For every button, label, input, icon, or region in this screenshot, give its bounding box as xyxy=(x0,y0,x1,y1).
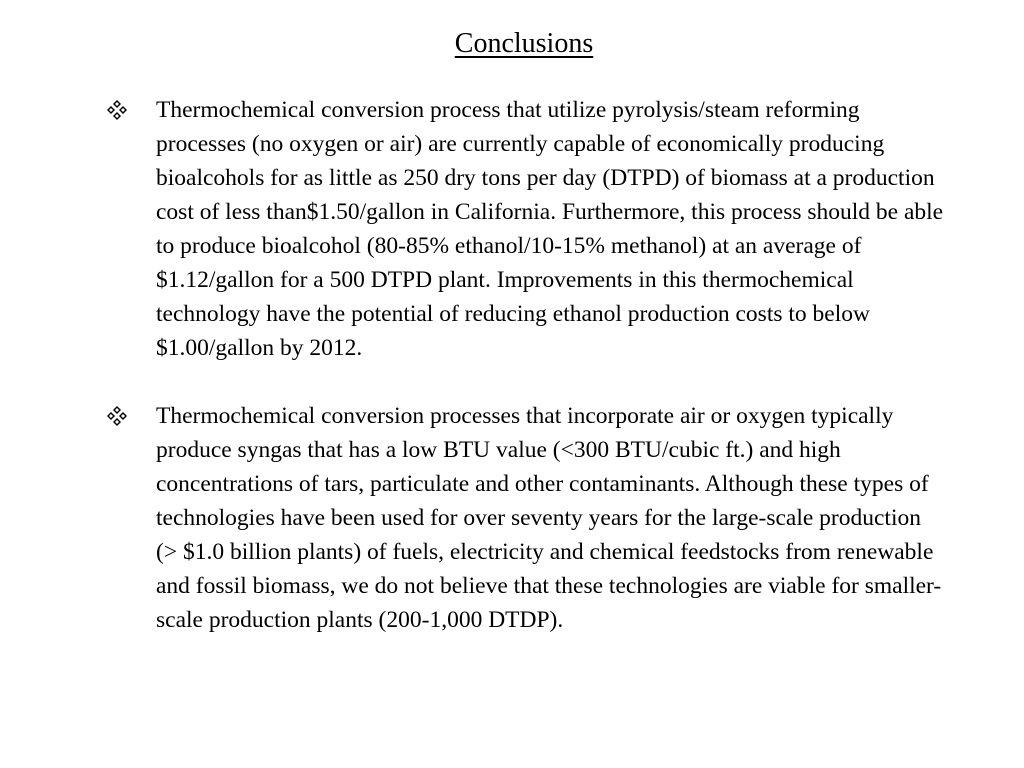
bullet-text: Thermochemical conversion process that utilize pyrolysis/steam reforming processes (no oxygen or air) are currently capable of economically producing bioalcohols for as little as 250 dry tons per day (DTPD) of biomass at a production cost of less than$1.50/gallon in California. Furthermore, this process should be able to produce bioalcohol (80-85% ethanol/10-15% methanol) at an average of $1.12/gallon for a 500 DTPD plant. Improvements in this thermochemical technology have the potential of reducing ethanol production costs to below $1.00/gallon by 2012. xyxy=(156,97,944,361)
four-diamond-bullet-icon xyxy=(106,99,128,121)
bullet-list xyxy=(0,93,1024,637)
bullet-item xyxy=(0,93,946,365)
four-diamond-bullet-icon xyxy=(106,405,128,427)
slide-title: Conclusions xyxy=(454,28,594,59)
bullet-text: Thermochemical conversion processes that incorporate air or oxygen typically produce syngas that has a low BTU value (<300 BTU/cubic ft.) and high concentrations of tars, particulate and other contaminants. Although these types of technologies have been used for over seventy years for the large-scale production (> $1.0 billion plants) of fuels, electricity and chemical feedstocks from renewable and fossil biomass, we do not believe that these technologies are viable for smaller-scale production plants (200-1,000 DTDP). xyxy=(156,403,942,633)
bullet-item xyxy=(0,399,946,637)
